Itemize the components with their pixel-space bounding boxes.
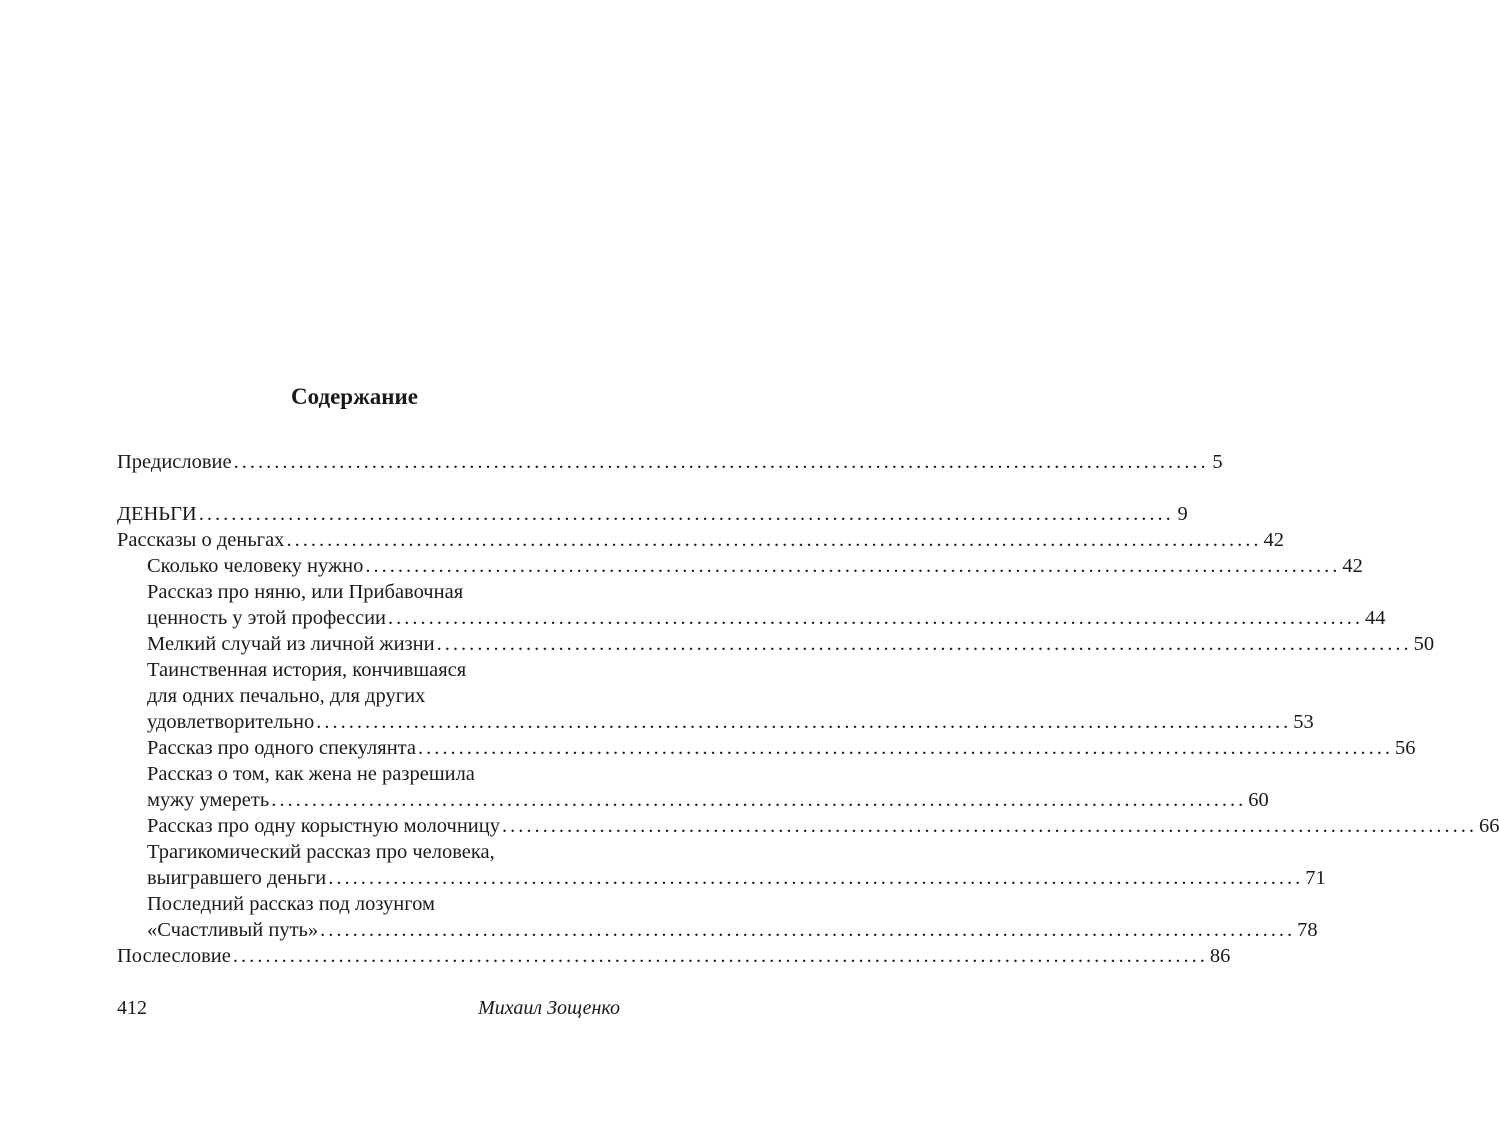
toc-entry-dengi[interactable]: [117, 501, 1188, 527]
toc-entry-title: Мелкий случай из личной жизни: [147, 633, 435, 655]
toc-entry-page: 60: [1248, 789, 1269, 811]
toc-entry-afterword[interactable]: [117, 943, 1231, 969]
toc-entry-page: 86: [1209, 945, 1231, 967]
toc-entry-title: Сколько человеку нужно: [147, 555, 364, 577]
toc-entry-title-line: «Счастливый путь»: [147, 919, 319, 941]
dot-leader: ........................................................................................................................: [198, 503, 1174, 525]
toc-entry-story[interactable]: [147, 891, 1318, 943]
toc-entry-title-line: для одних печально, для других: [147, 685, 426, 707]
toc-entry-page: 5: [1212, 451, 1223, 473]
toc-entry-page: 53: [1293, 711, 1314, 733]
toc-entry-title-line: Трагикомический рассказ про человека,: [147, 841, 495, 863]
toc-entry-title: Рассказ про одну корыстную молочницу: [147, 815, 500, 837]
toc-entry-title: ДЕНЬГИ: [117, 503, 197, 525]
toc-entry-story[interactable]: [147, 631, 1435, 657]
toc-entry-title-line: ценность у этой профессии: [147, 607, 387, 629]
toc-entry-preface[interactable]: [117, 449, 1223, 475]
toc-entry-story[interactable]: [147, 735, 1416, 761]
toc-entry-page: 9: [1177, 503, 1188, 525]
toc-entry-title: Рассказ про одного спекулянта: [147, 737, 416, 759]
toc-entry-page: 78: [1297, 919, 1318, 941]
toc-entry-story[interactable]: [147, 579, 1386, 631]
page-number: 412: [117, 997, 147, 1019]
toc-entry-page: 56: [1394, 737, 1416, 759]
toc-entry-page: 44: [1365, 607, 1386, 629]
toc-entry-title-line: удовлетворительно: [147, 711, 315, 733]
dot-leader: ........................................................................................................................: [232, 945, 1208, 967]
dot-leader: ........................................................................................................................: [328, 867, 1304, 889]
dot-leader: ........................................................................................................................: [417, 737, 1393, 759]
running-header-author: Михаил Зощенко: [478, 997, 620, 1019]
toc-entry-title-line: мужу умереть: [147, 789, 270, 811]
toc-entry-page: 42: [1342, 555, 1363, 577]
dot-leader: ........................................................................................................................: [316, 711, 1292, 733]
toc-entry-title: Предисловие: [117, 451, 232, 473]
dot-leader: ........................................................................................................................: [501, 815, 1477, 837]
toc-entry-title-line: Таинственная история, кончившаяся: [147, 659, 467, 681]
toc-entry-page: 50: [1413, 633, 1435, 655]
toc-entry-title-line: Рассказ о том, как жена не разрешила: [147, 763, 475, 785]
toc-entry-page: 66: [1478, 815, 1499, 837]
dot-leader: ........................................................................................................................: [320, 919, 1296, 941]
toc-entry-rasskazy[interactable]: [117, 527, 1284, 553]
dot-leader: ........................................................................................................................: [271, 789, 1247, 811]
dot-leader: ........................................................................................................................: [436, 633, 1412, 655]
dot-leader: ........................................................................................................................: [233, 451, 1209, 473]
toc-entry-title: Рассказы о деньгах: [117, 529, 285, 551]
dot-leader: ........................................................................................................................: [286, 529, 1262, 551]
dot-leader: ........................................................................................................................: [365, 555, 1341, 577]
toc-entry-title: Послесловие: [117, 945, 231, 967]
toc-entry-page: 71: [1305, 867, 1326, 889]
toc-entry-story[interactable]: [147, 839, 1326, 891]
toc-entry-title-line: Последний рассказ под лозунгом: [147, 893, 435, 915]
toc-entry-story[interactable]: [147, 761, 1269, 813]
toc-entry-story[interactable]: [147, 657, 1314, 735]
page-title: Содержание: [291, 384, 418, 409]
toc-entry-story[interactable]: [147, 813, 1499, 839]
dot-leader: ........................................................................................................................: [388, 607, 1364, 629]
toc-entry-title-line: выигравшего деньги: [147, 867, 327, 889]
toc-entry-story[interactable]: [147, 553, 1363, 579]
toc-entry-page: 42: [1263, 529, 1284, 551]
toc-entry-title-line: Рассказ про няню, или Прибавочная: [147, 581, 464, 603]
